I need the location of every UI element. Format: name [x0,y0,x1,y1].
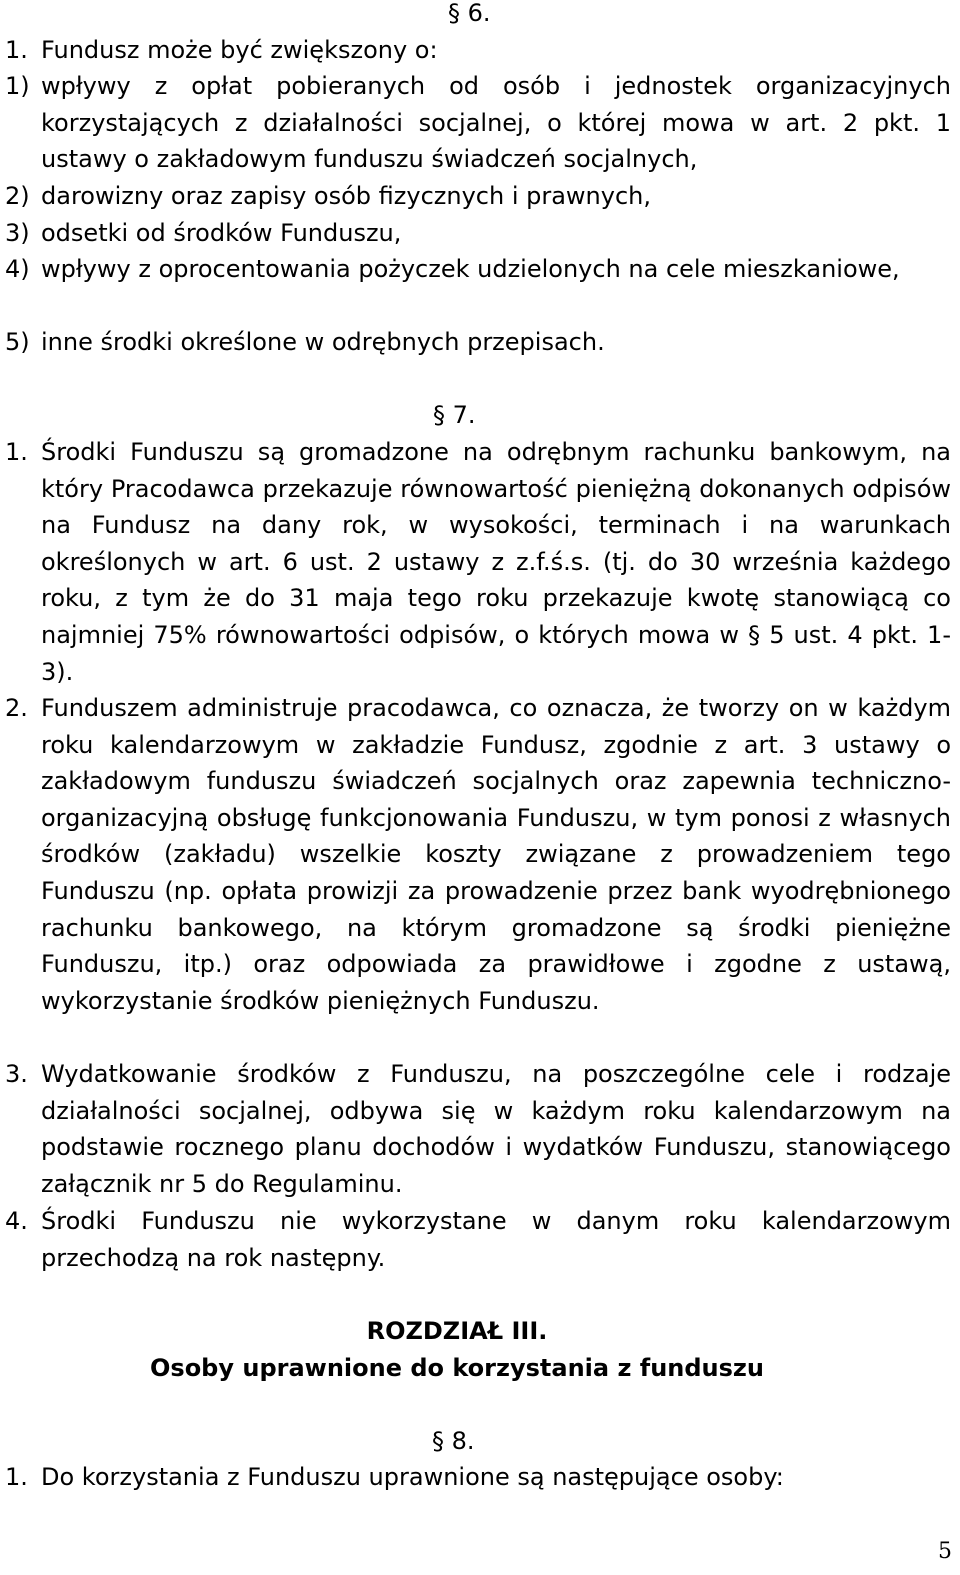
page-number: 5 [938,1539,952,1564]
s7-item-3 [5,1056,951,1202]
s7-item-number: 3. [5,1060,28,1088]
s6-item-4 [5,251,951,288]
s6-item-number: 4) [5,255,30,283]
s7-item-text: Środki Funduszu są gromadzone na odrębnym rachunku bankowym, na który Pracodawca przekazuje równowartość pieniężną dokonanych odpisów na Fundusz na dany rok, w wysokości, terminach i na warunkach określonych w art. 6 ust. 2 ustawy z z.f.ś.s. (tj. do 30 września każdego roku, z tym że do 31 maja tego roku przekazuje kwotę stanowiącą co najmniej 75% równowartości odpisów, o których mowa w § 5 ust. 4 pkt. 1-3). [41,438,951,686]
section-6-title: § 6. [448,0,491,27]
s6-item-number: 1) [5,72,30,100]
s7-item-1 [5,434,951,690]
s6-lead-text: Fundusz może być zwiększony o: [41,36,438,64]
s6-item-text: wpływy z oprocentowania pożyczek udzielonych na cele mieszkaniowe, [41,255,900,283]
s6-lead-number: 1. [5,36,28,64]
s7-item-number: 1. [5,438,28,466]
s6-item-2 [5,178,951,215]
s8-item-text: Do korzystania z Funduszu uprawnione są następujące osoby: [41,1463,784,1491]
s6-item-text: darowizny oraz zapisy osób fizycznych i prawnych, [41,182,652,210]
chapter-title: ROZDZIAŁ III. [366,1317,548,1345]
section-8-title: § 8. [432,1427,475,1455]
s6-item-text: wpływy z opłat pobieranych od osób i jednostek organizacyjnych korzystających z działalności socjalnej, o której mowa w art. 2 pkt. 1 ustawy o zakładowym funduszu świadczeń socjalnych, [41,72,951,174]
s7-item-2 [5,690,951,1019]
s7-item-text: Wydatkowanie środków z Funduszu, na poszczególne cele i rodzaje działalności socjalnej, odbywa się w każdym roku kalendarzowym na podstawie rocznego planu dochodów i wydatków Funduszu, stanowiącego załącznik nr 5 do Regulaminu. [41,1060,951,1198]
s6-lead [5,32,951,69]
s6-item-1 [5,68,951,178]
s6-item-number: 3) [5,219,30,247]
s6-item-3 [5,215,951,252]
s7-item-number: 2. [5,694,28,722]
s7-item-text: Funduszem administruje pracodawca, co oznacza, że tworzy on w każdym roku kalendarzowym w zakładzie Fundusz, zgodnie z art. 3 ustawy o zakładowym funduszu świadczeń socjalnych oraz zapewnia techniczno-organizacyjną obsługę funkcjonowania Funduszu, w tym ponosi z własnych środków (zakładu) wszelkie koszty związane z prowadzeniem tego Funduszu (np. opłata prowizji za prowadzenie przez bank wyodrębnionego rachunku bankowego, na którym gromadzone są środki pieniężne Funduszu, itp.) oraz odpowiada za prawidłowe i zgodne z ustawą, wykorzystanie środków pieniężnych Funduszu. [41,694,951,1015]
s6-item-text: odsetki od środków Funduszu, [41,219,402,247]
s7-item-4 [5,1203,951,1276]
s7-item-text: Środki Funduszu nie wykorzystane w danym roku kalendarzowym przechodzą na rok następny. [41,1207,951,1272]
section-7-title: § 7. [433,401,476,429]
s6-item-5 [5,324,951,361]
s6-item-text: inne środki określone w odrębnych przepisach. [41,328,605,356]
chapter-subtitle: Osoby uprawnione do korzystania z funduszu [150,1354,764,1382]
s8-item-1 [5,1459,951,1496]
s6-item-number: 5) [5,328,30,356]
s6-item-number: 2) [5,182,30,210]
s7-item-number: 4. [5,1207,28,1235]
s8-item-number: 1. [5,1463,28,1491]
